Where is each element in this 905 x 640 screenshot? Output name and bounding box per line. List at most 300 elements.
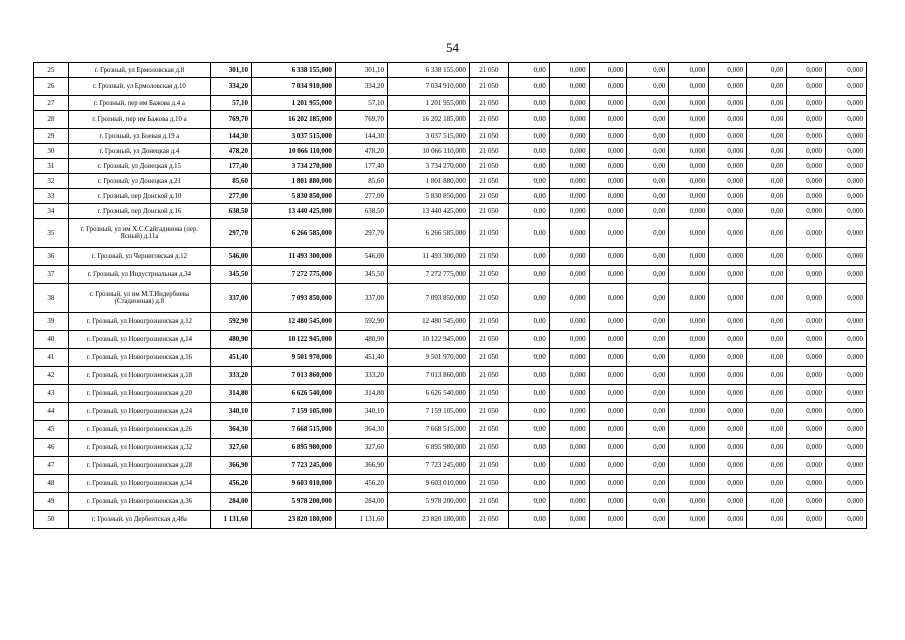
zero-value-cell: 0,000: [549, 266, 589, 284]
zero-value-cell: 0,000: [669, 421, 709, 439]
zero-value-cell: 0,000: [825, 189, 866, 204]
zero-value-cell: 0,00: [508, 421, 549, 439]
cost-cell: 7 034 910,000: [251, 78, 335, 96]
table-row: [34, 111, 867, 129]
zero-value-cell: 0,000: [787, 331, 826, 349]
zero-value-cell: 0,000: [825, 457, 866, 475]
zero-value-cell: 0,00: [508, 248, 549, 266]
rate-cell: 21 050: [469, 457, 508, 475]
zero-value-cell: 0,00: [747, 189, 787, 204]
zero-value-cell: 0,000: [549, 219, 589, 248]
cost-cell: 6 626 540,000: [251, 385, 335, 403]
rate-cell: 21 050: [469, 63, 508, 78]
address-cell: г. Грозный, пер им Бажова д.10 а: [68, 111, 210, 129]
zero-value-cell: 0,00: [627, 403, 669, 421]
zero-value-cell: 0,00: [508, 367, 549, 385]
zero-value-cell: 0,000: [825, 111, 866, 129]
area-cell: 340,10: [211, 403, 252, 421]
zero-value-cell: 0,000: [709, 367, 747, 385]
row-number: 30: [34, 144, 69, 159]
zero-value-cell: 0,000: [589, 96, 627, 111]
zero-value-cell: 0,000: [709, 96, 747, 111]
area2-cell: 277,00: [335, 189, 387, 204]
zero-value-cell: 0,000: [787, 493, 826, 511]
zero-value-cell: 0,000: [709, 457, 747, 475]
zero-value-cell: 0,000: [549, 475, 589, 493]
cost-cell: 13 440 425,000: [251, 204, 335, 219]
cost-cell: 7 668 515,000: [251, 421, 335, 439]
zero-value-cell: 0,000: [709, 475, 747, 493]
zero-value-cell: 0,00: [627, 511, 669, 529]
table-row: [34, 313, 867, 331]
zero-value-cell: 0,000: [669, 349, 709, 367]
table-row: [34, 457, 867, 475]
rate-cell: 21 050: [469, 493, 508, 511]
area2-cell: 177,40: [335, 159, 387, 174]
zero-value-cell: 0,000: [669, 189, 709, 204]
cost-cell: 7 272 775,000: [251, 266, 335, 284]
zero-value-cell: 0,000: [709, 266, 747, 284]
zero-value-cell: 0,00: [508, 284, 549, 313]
zero-value-cell: 0,00: [508, 63, 549, 78]
zero-value-cell: 0,00: [508, 457, 549, 475]
zero-value-cell: 0,000: [787, 313, 826, 331]
cost2-cell: 23 820 180,000: [388, 511, 470, 529]
zero-value-cell: 0,00: [627, 189, 669, 204]
row-number: 40: [34, 331, 69, 349]
area2-cell: 337,00: [335, 284, 387, 313]
table-row: [34, 493, 867, 511]
address-cell: г. Грозный, ул Боевая д.19 а: [68, 129, 210, 144]
zero-value-cell: 0,00: [747, 313, 787, 331]
area-cell: 85,60: [211, 174, 252, 189]
zero-value-cell: 0,000: [709, 421, 747, 439]
row-number: 29: [34, 129, 69, 144]
zero-value-cell: 0,000: [787, 284, 826, 313]
rate-cell: 21 050: [469, 144, 508, 159]
zero-value-cell: 0,00: [627, 129, 669, 144]
row-number: 41: [34, 349, 69, 367]
row-number: 39: [34, 313, 69, 331]
zero-value-cell: 0,000: [787, 421, 826, 439]
zero-value-cell: 0,000: [825, 367, 866, 385]
cost2-cell: 10 066 110,000: [388, 144, 470, 159]
zero-value-cell: 0,00: [747, 78, 787, 96]
zero-value-cell: 0,00: [747, 248, 787, 266]
zero-value-cell: 0,00: [627, 421, 669, 439]
table-row: [34, 266, 867, 284]
area2-cell: 364,30: [335, 421, 387, 439]
zero-value-cell: 0,00: [627, 313, 669, 331]
zero-value-cell: 0,000: [825, 349, 866, 367]
cost-cell: 5 978 200,000: [251, 493, 335, 511]
address-cell: г. Грозный, ул Донецкая д.15: [68, 159, 210, 174]
row-number: 27: [34, 96, 69, 111]
zero-value-cell: 0,000: [669, 284, 709, 313]
table-row: [34, 475, 867, 493]
zero-value-cell: 0,000: [589, 204, 627, 219]
zero-value-cell: 0,00: [508, 144, 549, 159]
zero-value-cell: 0,00: [627, 144, 669, 159]
row-number: 42: [34, 367, 69, 385]
area-cell: 297,70: [211, 219, 252, 248]
row-number: 45: [34, 421, 69, 439]
zero-value-cell: 0,00: [627, 174, 669, 189]
zero-value-cell: 0,000: [825, 284, 866, 313]
zero-value-cell: 0,00: [747, 96, 787, 111]
zero-value-cell: 0,000: [787, 219, 826, 248]
row-number: 46: [34, 439, 69, 457]
address-cell: г. Грозный, ул Ермоловская д.10: [68, 78, 210, 96]
zero-value-cell: 0,000: [669, 403, 709, 421]
zero-value-cell: 0,000: [549, 403, 589, 421]
zero-value-cell: 0,00: [508, 159, 549, 174]
zero-value-cell: 0,00: [627, 475, 669, 493]
zero-value-cell: 0,00: [747, 475, 787, 493]
area2-cell: 284,00: [335, 493, 387, 511]
zero-value-cell: 0,000: [589, 174, 627, 189]
zero-value-cell: 0,000: [549, 144, 589, 159]
row-number: 50: [34, 511, 69, 529]
zero-value-cell: 0,000: [549, 349, 589, 367]
cost2-cell: 13 440 425,000: [388, 204, 470, 219]
cost2-cell: 5 830 850,000: [388, 189, 470, 204]
cost2-cell: 3 734 270,000: [388, 159, 470, 174]
zero-value-cell: 0,00: [747, 421, 787, 439]
zero-value-cell: 0,000: [825, 159, 866, 174]
table-body: [34, 63, 867, 529]
address-cell: г. Грозный, ул Донецкая д.4: [68, 144, 210, 159]
zero-value-cell: 0,000: [589, 385, 627, 403]
zero-value-cell: 0,000: [549, 204, 589, 219]
zero-value-cell: 0,000: [787, 189, 826, 204]
table-row: [34, 144, 867, 159]
zero-value-cell: 0,000: [709, 144, 747, 159]
zero-value-cell: 0,000: [825, 331, 866, 349]
zero-value-cell: 0,000: [825, 385, 866, 403]
area2-cell: 638,50: [335, 204, 387, 219]
rate-cell: 21 050: [469, 248, 508, 266]
area-cell: 144,30: [211, 129, 252, 144]
zero-value-cell: 0,000: [787, 385, 826, 403]
cost-cell: 11 493 300,000: [251, 248, 335, 266]
zero-value-cell: 0,000: [589, 63, 627, 78]
area-cell: 638,50: [211, 204, 252, 219]
row-number: 31: [34, 159, 69, 174]
address-cell: г. Грозный, ул им Х.С.Сайгадинова (пер. Ясный) д.11а: [68, 219, 210, 248]
row-number: 44: [34, 403, 69, 421]
zero-value-cell: 0,000: [549, 284, 589, 313]
zero-value-cell: 0,000: [589, 284, 627, 313]
table-row: [34, 511, 867, 529]
rate-cell: 21 050: [469, 439, 508, 457]
zero-value-cell: 0,000: [549, 189, 589, 204]
zero-value-cell: 0,00: [508, 403, 549, 421]
table-row: [34, 367, 867, 385]
table-row: [34, 219, 867, 248]
zero-value-cell: 0,000: [549, 331, 589, 349]
zero-value-cell: 0,000: [825, 63, 866, 78]
zero-value-cell: 0,000: [589, 349, 627, 367]
rate-cell: 21 050: [469, 511, 508, 529]
cost-cell: 6 895 980,000: [251, 439, 335, 457]
zero-value-cell: 0,000: [549, 439, 589, 457]
rate-cell: 21 050: [469, 367, 508, 385]
zero-value-cell: 0,00: [627, 159, 669, 174]
row-number: 34: [34, 204, 69, 219]
table-row: [34, 96, 867, 111]
zero-value-cell: 0,00: [508, 385, 549, 403]
zero-value-cell: 0,00: [747, 511, 787, 529]
zero-value-cell: 0,000: [787, 78, 826, 96]
zero-value-cell: 0,000: [787, 367, 826, 385]
area-cell: 301,10: [211, 63, 252, 78]
cost2-cell: 9 603 010,000: [388, 475, 470, 493]
zero-value-cell: 0,000: [825, 78, 866, 96]
zero-value-cell: 0,000: [589, 457, 627, 475]
area2-cell: 340,10: [335, 403, 387, 421]
zero-value-cell: 0,000: [669, 96, 709, 111]
zero-value-cell: 0,000: [589, 159, 627, 174]
row-number: 49: [34, 493, 69, 511]
zero-value-cell: 0,000: [709, 331, 747, 349]
cost2-cell: 7 723 245,000: [388, 457, 470, 475]
area2-cell: 333,20: [335, 367, 387, 385]
zero-value-cell: 0,000: [825, 96, 866, 111]
zero-value-cell: 0,00: [627, 493, 669, 511]
area2-cell: 314,80: [335, 385, 387, 403]
zero-value-cell: 0,000: [549, 493, 589, 511]
rate-cell: 21 050: [469, 129, 508, 144]
area2-cell: 144,30: [335, 129, 387, 144]
row-number: 38: [34, 284, 69, 313]
cost-cell: 7 013 860,000: [251, 367, 335, 385]
zero-value-cell: 0,000: [669, 174, 709, 189]
zero-value-cell: 0,000: [709, 78, 747, 96]
zero-value-cell: 0,00: [747, 174, 787, 189]
area-cell: 364,30: [211, 421, 252, 439]
zero-value-cell: 0,000: [825, 144, 866, 159]
area2-cell: 478,20: [335, 144, 387, 159]
address-cell: г. Грозный, пер Донской д.10: [68, 189, 210, 204]
table-row: [34, 204, 867, 219]
cost2-cell: 10 122 945,000: [388, 331, 470, 349]
zero-value-cell: 0,000: [669, 385, 709, 403]
table-row: [34, 284, 867, 313]
rate-cell: 21 050: [469, 174, 508, 189]
zero-value-cell: 0,000: [825, 403, 866, 421]
cost-cell: 7 159 105,000: [251, 403, 335, 421]
zero-value-cell: 0,000: [589, 144, 627, 159]
zero-value-cell: 0,00: [747, 349, 787, 367]
table-row: [34, 159, 867, 174]
zero-value-cell: 0,00: [508, 313, 549, 331]
cost-cell: 6 338 155,000: [251, 63, 335, 78]
area-cell: 592,90: [211, 313, 252, 331]
cost2-cell: 16 202 185,000: [388, 111, 470, 129]
zero-value-cell: 0,00: [627, 457, 669, 475]
area-cell: 333,20: [211, 367, 252, 385]
area-cell: 769,70: [211, 111, 252, 129]
zero-value-cell: 0,000: [589, 129, 627, 144]
address-cell: г. Грозный, ул Ермоловская д.8: [68, 63, 210, 78]
address-cell: г. Грозный, ул Новогрозненская д.36: [68, 493, 210, 511]
cost2-cell: 9 501 970,000: [388, 349, 470, 367]
area-cell: 277,00: [211, 189, 252, 204]
zero-value-cell: 0,000: [589, 78, 627, 96]
zero-value-cell: 0,00: [627, 331, 669, 349]
area-cell: 284,00: [211, 493, 252, 511]
zero-value-cell: 0,000: [709, 189, 747, 204]
rate-cell: 21 050: [469, 385, 508, 403]
zero-value-cell: 0,00: [508, 129, 549, 144]
zero-value-cell: 0,00: [627, 385, 669, 403]
zero-value-cell: 0,00: [747, 129, 787, 144]
zero-value-cell: 0,000: [549, 313, 589, 331]
area2-cell: 85,60: [335, 174, 387, 189]
zero-value-cell: 0,000: [589, 266, 627, 284]
zero-value-cell: 0,000: [589, 475, 627, 493]
zero-value-cell: 0,000: [709, 219, 747, 248]
cost-cell: 16 202 185,000: [251, 111, 335, 129]
address-cell: г. Грозный, ул Новогрозненская д.34: [68, 475, 210, 493]
zero-value-cell: 0,00: [747, 493, 787, 511]
area2-cell: 366,90: [335, 457, 387, 475]
zero-value-cell: 0,00: [627, 78, 669, 96]
cost2-cell: 7 034 910,000: [388, 78, 470, 96]
zero-value-cell: 0,000: [589, 511, 627, 529]
area2-cell: 1 131,60: [335, 511, 387, 529]
area-cell: 546,00: [211, 248, 252, 266]
zero-value-cell: 0,000: [709, 159, 747, 174]
row-number: 47: [34, 457, 69, 475]
zero-value-cell: 0,000: [669, 63, 709, 78]
table-row: [34, 403, 867, 421]
zero-value-cell: 0,000: [709, 174, 747, 189]
zero-value-cell: 0,000: [549, 159, 589, 174]
zero-value-cell: 0,00: [508, 189, 549, 204]
address-cell: г. Грозный, ул Новогрозненская д.26: [68, 421, 210, 439]
table-row: [34, 63, 867, 78]
zero-value-cell: 0,000: [825, 475, 866, 493]
zero-value-cell: 0,000: [709, 493, 747, 511]
area-cell: 456,20: [211, 475, 252, 493]
row-number: 36: [34, 248, 69, 266]
zero-value-cell: 0,000: [549, 111, 589, 129]
cost-cell: 7 723 245,000: [251, 457, 335, 475]
zero-value-cell: 0,00: [747, 219, 787, 248]
address-cell: г. Грозный, ул Донецкая д.21: [68, 174, 210, 189]
zero-value-cell: 0,000: [787, 457, 826, 475]
cost-cell: 12 480 545,000: [251, 313, 335, 331]
zero-value-cell: 0,00: [747, 63, 787, 78]
cost2-cell: 3 037 515,000: [388, 129, 470, 144]
zero-value-cell: 0,000: [709, 129, 747, 144]
zero-value-cell: 0,00: [508, 219, 549, 248]
area-cell: 334,20: [211, 78, 252, 96]
row-number: 25: [34, 63, 69, 78]
zero-value-cell: 0,000: [549, 174, 589, 189]
zero-value-cell: 0,000: [787, 511, 826, 529]
rate-cell: 21 050: [469, 284, 508, 313]
zero-value-cell: 0,00: [508, 331, 549, 349]
zero-value-cell: 0,000: [549, 63, 589, 78]
zero-value-cell: 0,000: [825, 421, 866, 439]
zero-value-cell: 0,00: [747, 331, 787, 349]
zero-value-cell: 0,000: [825, 511, 866, 529]
cost-cell: 3 734 270,000: [251, 159, 335, 174]
zero-value-cell: 0,000: [669, 367, 709, 385]
zero-value-cell: 0,000: [709, 439, 747, 457]
zero-value-cell: 0,000: [669, 266, 709, 284]
zero-value-cell: 0,00: [508, 439, 549, 457]
zero-value-cell: 0,00: [627, 248, 669, 266]
zero-value-cell: 0,00: [747, 385, 787, 403]
address-cell: г. Грозный, пер Донской д.16: [68, 204, 210, 219]
table-row: [34, 129, 867, 144]
cost2-cell: 7 668 515,000: [388, 421, 470, 439]
area-cell: 1 131,60: [211, 511, 252, 529]
zero-value-cell: 0,000: [709, 111, 747, 129]
area-cell: 314,80: [211, 385, 252, 403]
zero-value-cell: 0,000: [825, 313, 866, 331]
zero-value-cell: 0,000: [549, 511, 589, 529]
zero-value-cell: 0,000: [589, 111, 627, 129]
area2-cell: 345,50: [335, 266, 387, 284]
cost2-cell: 6 266 585,000: [388, 219, 470, 248]
zero-value-cell: 0,000: [589, 403, 627, 421]
zero-value-cell: 0,000: [787, 96, 826, 111]
zero-value-cell: 0,000: [549, 367, 589, 385]
table-row: [34, 439, 867, 457]
zero-value-cell: 0,000: [589, 439, 627, 457]
housing-cost-table: [33, 62, 867, 529]
row-number: 28: [34, 111, 69, 129]
zero-value-cell: 0,000: [669, 457, 709, 475]
zero-value-cell: 0,000: [709, 313, 747, 331]
cost2-cell: 7 272 775,000: [388, 266, 470, 284]
zero-value-cell: 0,000: [787, 266, 826, 284]
cost2-cell: 12 480 545,000: [388, 313, 470, 331]
rate-cell: 21 050: [469, 78, 508, 96]
row-number: 35: [34, 219, 69, 248]
zero-value-cell: 0,00: [627, 111, 669, 129]
address-cell: г. Грозный, пер им Бажова д.4 а: [68, 96, 210, 111]
zero-value-cell: 0,00: [508, 78, 549, 96]
zero-value-cell: 0,000: [549, 96, 589, 111]
address-cell: г. Грозный, ул им М.Т.Индербиева (Стадионная) д.8: [68, 284, 210, 313]
zero-value-cell: 0,000: [589, 421, 627, 439]
cost2-cell: 7 093 850,000: [388, 284, 470, 313]
cost2-cell: 6 338 155,000: [388, 63, 470, 78]
area2-cell: 451,40: [335, 349, 387, 367]
zero-value-cell: 0,000: [669, 129, 709, 144]
zero-value-cell: 0,00: [508, 204, 549, 219]
zero-value-cell: 0,000: [669, 248, 709, 266]
zero-value-cell: 0,000: [669, 78, 709, 96]
rate-cell: 21 050: [469, 189, 508, 204]
area2-cell: 297,70: [335, 219, 387, 248]
zero-value-cell: 0,000: [787, 439, 826, 457]
zero-value-cell: 0,000: [825, 219, 866, 248]
zero-value-cell: 0,000: [589, 189, 627, 204]
zero-value-cell: 0,000: [825, 129, 866, 144]
zero-value-cell: 0,000: [709, 284, 747, 313]
table-row: [34, 331, 867, 349]
row-number: 48: [34, 475, 69, 493]
zero-value-cell: 0,000: [589, 219, 627, 248]
area-cell: 177,40: [211, 159, 252, 174]
